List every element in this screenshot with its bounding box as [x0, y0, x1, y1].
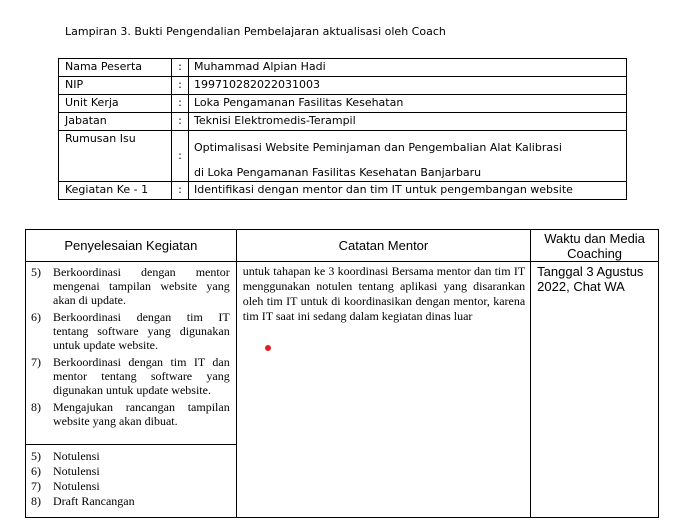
info-row-unit-kerja [59, 95, 627, 113]
info-label: Rumusan Isu [59, 131, 172, 182]
mentor-note [237, 262, 530, 514]
red-dot-icon [265, 345, 271, 351]
item-number: 5) [31, 265, 41, 279]
list-item [26, 400, 236, 428]
item-text: Mengajukan rancangan tampilan website yang akan dibuat. [53, 400, 230, 428]
info-separator: : [172, 113, 189, 131]
participant-info-table [58, 58, 627, 200]
info-separator: : [172, 77, 189, 95]
output-cell [26, 445, 237, 518]
info-row-rumusan-isu [59, 131, 627, 182]
info-value: Loka Pengamanan Fasilitas Kesehatan [189, 95, 627, 113]
time-media-text: Tanggal 3 Agustus 2022, Chat WA [537, 264, 644, 294]
list-item [26, 310, 236, 352]
activity-list [26, 262, 236, 428]
item-number: 7) [31, 355, 41, 369]
activity-cell [26, 262, 237, 445]
list-item [26, 464, 236, 478]
item-text: Berkoordinasi dengan tim IT tentang software yang digunakan untuk update website. [53, 310, 230, 352]
info-label: Unit Kerja [59, 95, 172, 113]
output-list [26, 445, 236, 508]
info-separator: : [172, 131, 189, 182]
info-row-jabatan [59, 113, 627, 131]
item-text: Notulensi [53, 464, 100, 478]
header-penyelesaian: Penyelesaian Kegiatan [26, 230, 237, 262]
item-number: 7) [31, 479, 41, 493]
info-value: Muhammad Alpian Hadi [189, 59, 627, 77]
list-item [26, 449, 236, 463]
header-waktu-line-1: Waktu dan Media [544, 230, 645, 246]
info-value: Teknisi Elektromedis-Terampil [189, 113, 627, 131]
coaching-table [25, 229, 659, 518]
item-text: Draft Rancangan [53, 494, 135, 508]
item-number: 6) [31, 310, 41, 324]
coaching-activity-row [26, 262, 659, 445]
info-value: Identifikasi dengan mentor dan tim IT untuk pengembangan website [189, 182, 627, 200]
info-separator: : [172, 59, 189, 77]
header-catatan-mentor: Catatan Mentor [236, 230, 530, 262]
list-item [26, 479, 236, 493]
issue-line-1: Optimalisasi Website Peminjaman dan Pengembalian Alat Kalibrasi [194, 141, 562, 154]
list-item [26, 355, 236, 397]
info-label: Nama Peserta [59, 59, 172, 77]
info-label: NIP [59, 77, 172, 95]
info-value [189, 131, 627, 182]
list-item [26, 265, 236, 307]
issue-line-2: di Loka Pengamanan Fasilitas Kesehatan Banjarbaru [194, 166, 482, 179]
info-label: Kegiatan Ke - 1 [59, 182, 172, 200]
item-number: 8) [31, 494, 41, 508]
header-waktu-media [531, 230, 659, 262]
info-row-nama [59, 59, 627, 77]
item-text: Berkoordinasi dengan tim IT dan mentor tentang software yang digunakan untuk update website. [53, 355, 230, 397]
info-separator: : [172, 182, 189, 200]
time-media-cell [531, 262, 659, 518]
item-number: 8) [31, 400, 41, 414]
item-number: 6) [31, 464, 41, 478]
item-text: Notulensi [53, 479, 100, 493]
info-separator: : [172, 95, 189, 113]
info-label: Jabatan [59, 113, 172, 131]
item-text: Notulensi [53, 449, 100, 463]
info-row-nip [59, 77, 627, 95]
mentor-note-cell [236, 262, 530, 518]
list-item [26, 494, 236, 508]
info-row-kegiatan [59, 182, 627, 200]
header-waktu-line-2: Coaching [567, 245, 623, 261]
item-text: Berkoordinasi dengan mentor mengenai tampilan website yang akan di update. [53, 265, 230, 307]
item-number: 5) [31, 449, 41, 463]
info-value: 199710282022031003 [189, 77, 627, 95]
document-title: Lampiran 3. Bukti Pengendalian Pembelajaran aktualisasi oleh Coach [65, 25, 446, 38]
coaching-header-row [26, 230, 659, 262]
mentor-note-text: untuk tahapan ke 3 koordinasi Bersama mentor dan tim IT menggunakan notulen tentang aplikasi yang disarankan oleh tim IT untuk di koordinasikan dengan mentor, karena tim IT saat ini sedang dalam kegiatan dinas luar [242, 264, 526, 323]
